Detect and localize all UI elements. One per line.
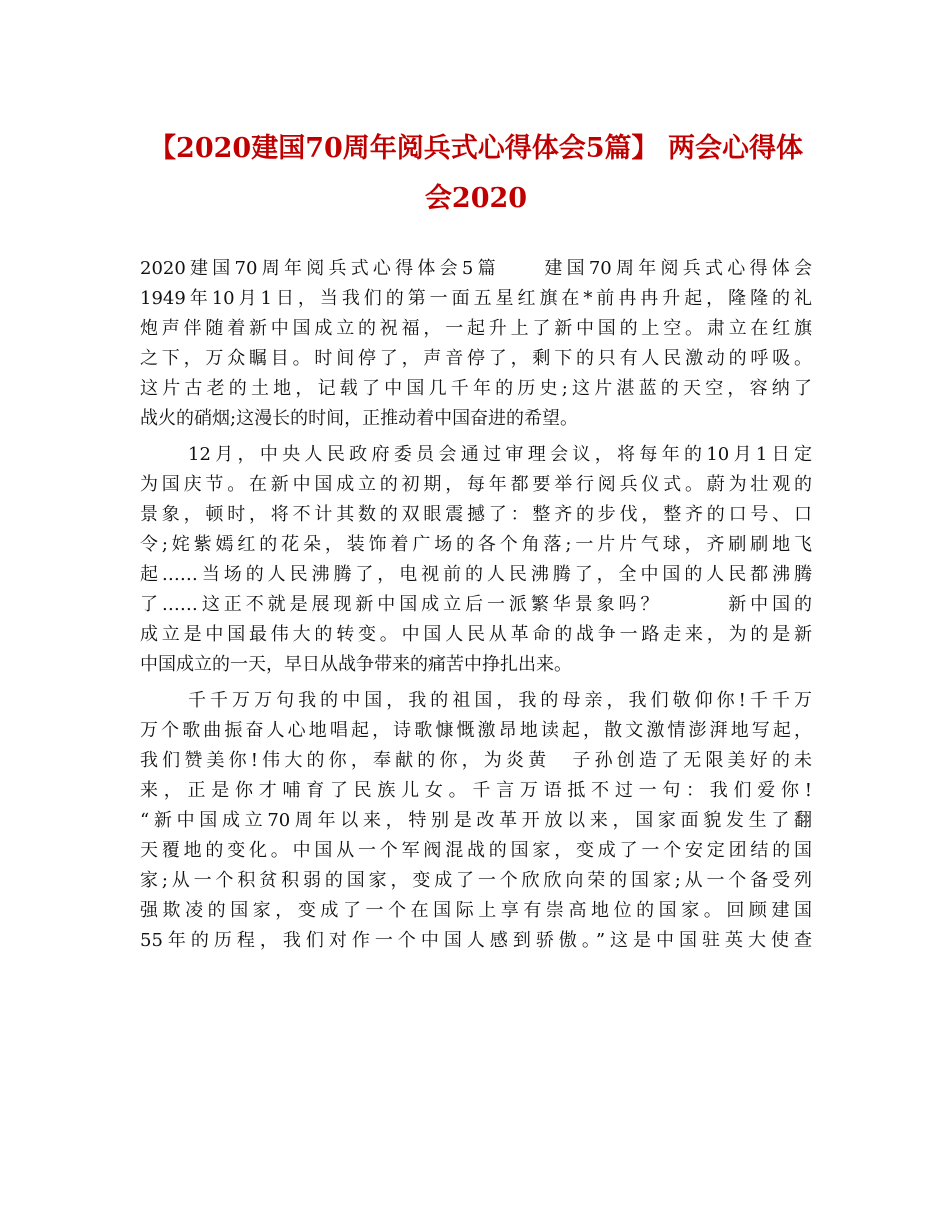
body-line: 战火的硝烟;这漫长的时间，正推动着中国奋进的希望。: [140, 408, 579, 429]
body-line: 成立是中国最伟大的转变。中国人民从革命的战争一路走来，为的是新: [140, 624, 812, 645]
body-line: 万个歌曲振奋人心地唱起，诗歌慷慨激昂地读起，散文激情澎湃地写起，: [140, 720, 812, 741]
body-line: “新中国成立70周年以来，特别是改革开放以来，国家面貌发生了翻: [140, 810, 812, 831]
body-line: 2020建国70周年阅兵式心得体会5篇 建国70周年阅兵式心得体会: [140, 258, 812, 279]
body-line: 来，正是你才哺育了民族儿女。千言万语抵不过一句：我们爱你!: [140, 780, 812, 801]
body-line: 景象，顿时，将不计其数的双眼震撼了：整齐的步伐，整齐的口号、口: [140, 504, 812, 525]
body-line: 1949年10月1日，当我们的第一面五星红旗在*前冉冉升起，隆隆的礼: [140, 288, 812, 309]
title-line: 【2020建国70周年阅兵式心得体会5篇】 两会心得体: [149, 133, 803, 164]
title-line: 会2020: [424, 183, 528, 214]
body-line: 了……这正不就是展现新中国成立后一派繁华景象吗？ 新中国的: [140, 594, 812, 615]
body-line: 我们赞美你!伟大的你，奉献的你，为炎黄 子孙创造了无限美好的未: [140, 750, 812, 771]
body-line: 55年的历程，我们对作一个中国人感到骄傲。”这是中国驻英大使查: [140, 930, 812, 951]
body-line: 这片古老的土地，记载了中国几千年的历史;这片湛蓝的天空，容纳了: [140, 378, 812, 399]
body-line: 炮声伴随着新中国成立的祝福，一起升上了新中国的上空。肃立在红旗: [140, 318, 812, 339]
body-line: 为国庆节。在新中国成立的初期，每年都要举行阅兵仪式。蔚为壮观的: [140, 474, 812, 495]
document-body: [140, 254, 812, 956]
body-line: 令;姹紫嫣红的花朵，装饰着广场的各个角落;一片片气球，齐刷刷地飞: [140, 534, 812, 555]
body-line: 天覆地的变化。中国从一个军阀混战的国家，变成了一个安定团结的国: [140, 840, 812, 861]
body-line: 强欺凌的国家，变成了一个在国际上享有崇高地位的国家。回顾建国: [140, 900, 812, 921]
body-line: 之下，万众瞩目。时间停了，声音停了，剩下的只有人民激动的呼吸。: [140, 348, 812, 369]
document-title: [140, 124, 812, 224]
body-line: 中国成立的一天，早日从战争带来的痛苦中挣扎出来。: [140, 654, 572, 675]
body-line: 家;从一个积贫积弱的国家，变成了一个欣欣向荣的国家;从一个备受列: [140, 870, 812, 891]
body-line: 12月，中央人民政府委员会通过审理会议，将每年的10月1日定: [188, 444, 812, 465]
body-line: 千千万万句我的中国，我的祖国，我的母亲，我们敬仰你!千千万: [188, 690, 812, 711]
body-line: 起……当场的人民沸腾了，电视前的人民沸腾了，全中国的人民都沸腾: [140, 564, 812, 585]
